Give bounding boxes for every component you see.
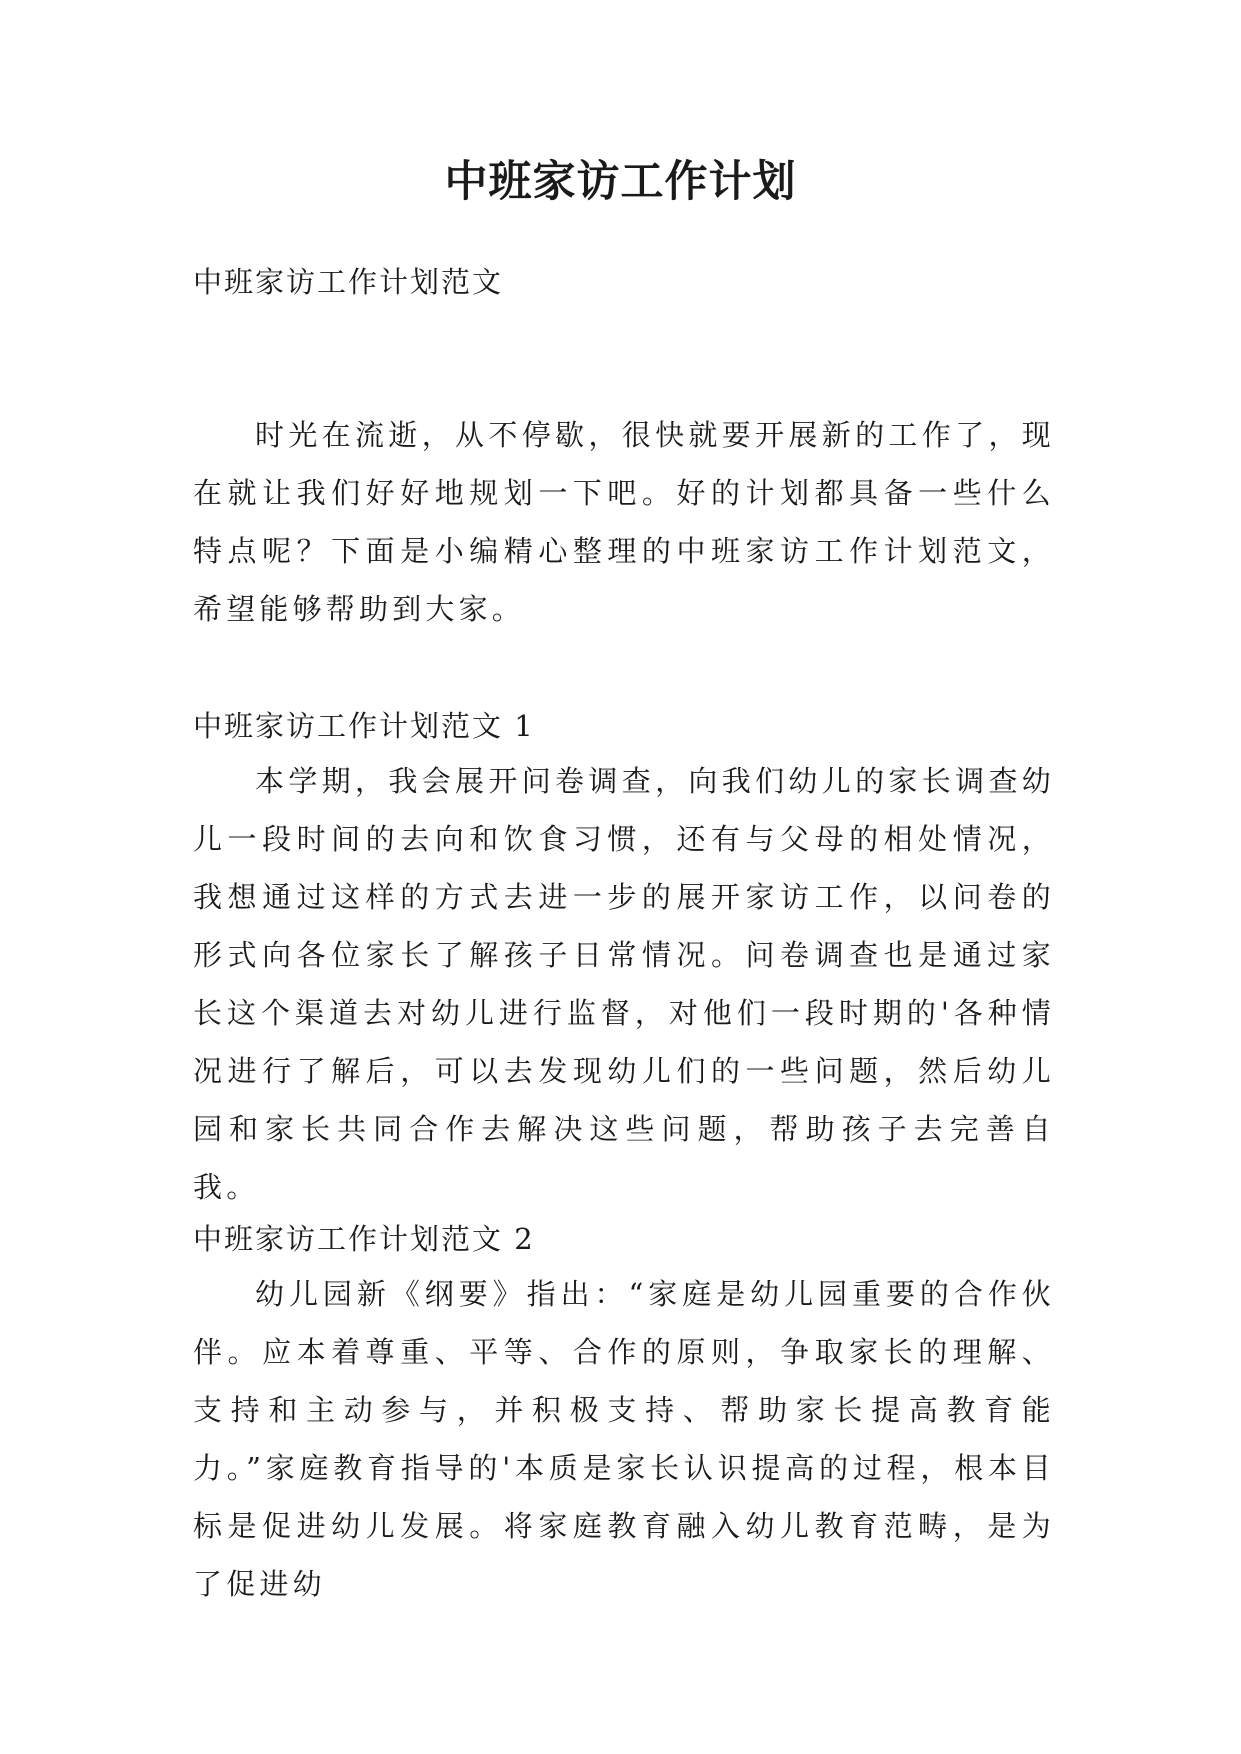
intro-paragraph: 时光在流逝，从不停歇，很快就要开展新的工作了，现在就让我们好好地规划一下吧。好的计划都具备一些什么特点呢？下面是小编精心整理的中班家访工作计划范文，希望能够帮助到大家。	[193, 418, 1055, 626]
section-body-2: 幼儿园新《纲要》指出：“家庭是幼儿园重要的合作伙伴。应本着尊重、平等、合作的原则，争取家长的理解、支持和主动参与，并积极支持、帮助家长提高教育能力。”家庭教育指导的'本质是家长认识提高的过程，根本目标是促进幼儿发展。将家庭教育融入幼儿教育范畴，是为了促进幼	[193, 1277, 1055, 1601]
section-body-1: 本学期，我会展开问卷调查，向我们幼儿的家长调查幼儿一段时间的去向和饮食习惯，还有与父母的相处情况，我想通过这样的方式去进一步的展开家访工作，以问卷的形式向各位家长了解孩子日常情况。问卷调查也是通过家长这个渠道去对幼儿进行监督，对他们一段时期的'各种情况进行了解后，可以去发现幼儿们的一些问题，然后幼儿园和家长共同合作去解决这些问题，帮助孩子去完善自我。	[193, 764, 1055, 1204]
section-heading-2: 中班家访工作计划范文 2	[193, 1222, 535, 1256]
document-title: 中班家访工作计划	[444, 157, 797, 207]
section-heading-1: 中班家访工作计划范文 1	[193, 709, 535, 743]
document-subtitle: 中班家访工作计划范文	[193, 265, 504, 299]
